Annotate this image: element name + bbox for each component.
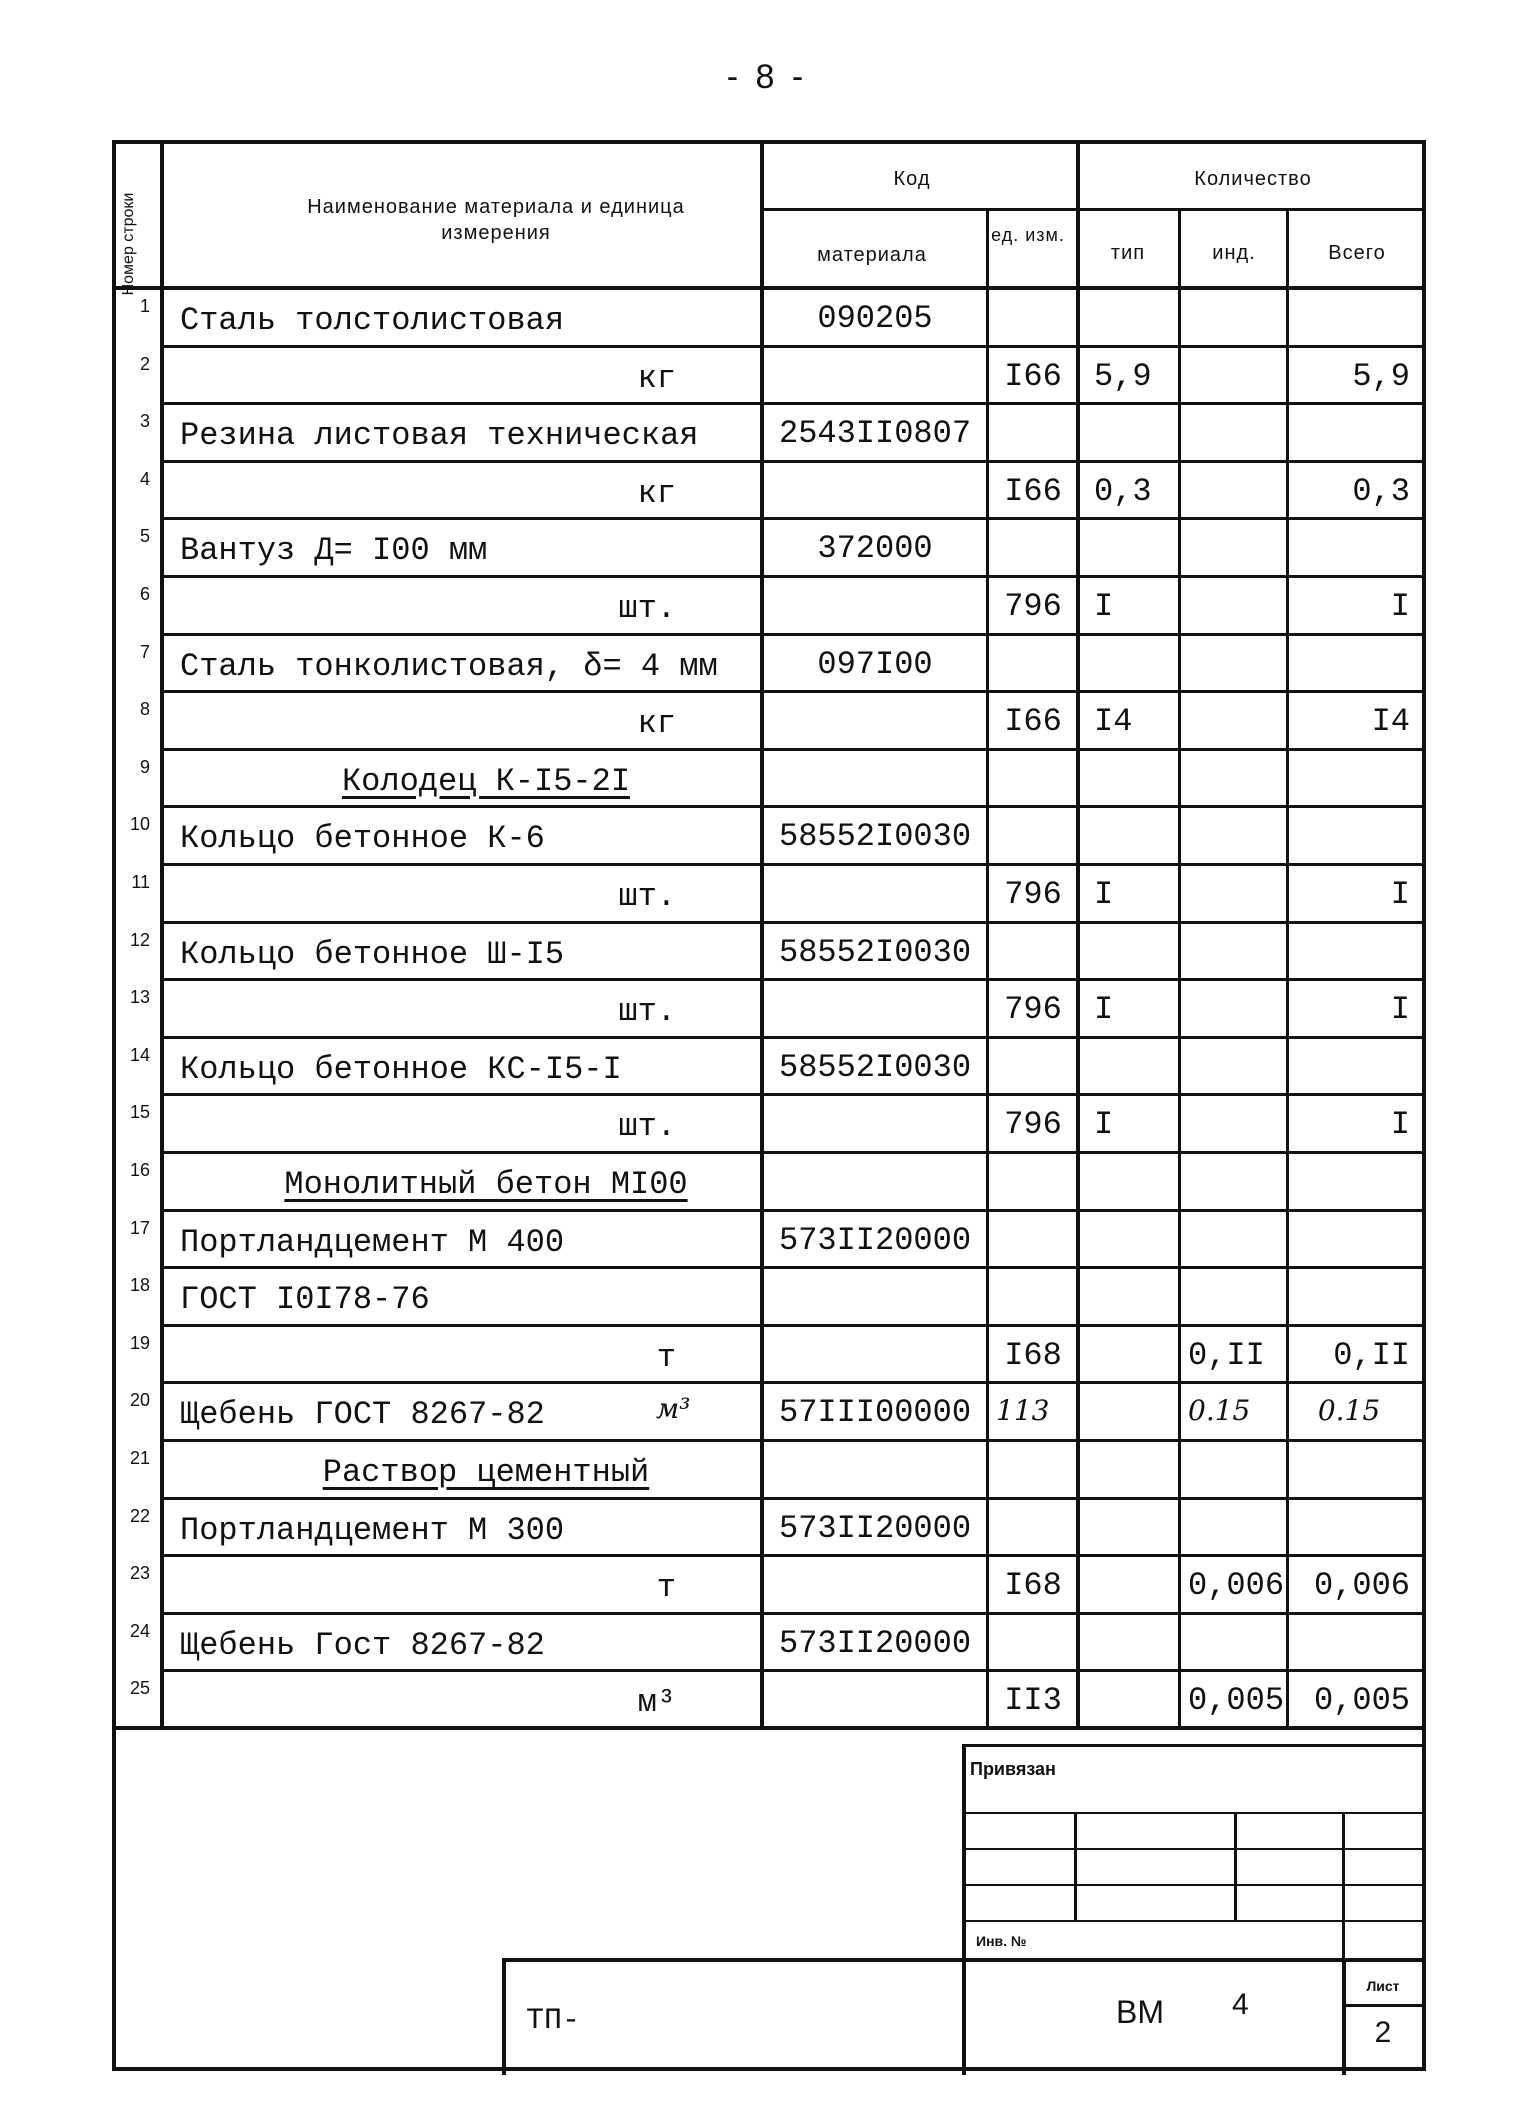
qty-ind: 0,005 [1188,1682,1285,1720]
row-line [762,1209,988,1212]
material-name: Раствор цементный [322,1454,650,1491]
row-number: 6 [139,584,150,604]
unit-code: I68 [1004,1567,1062,1605]
qty-total: 0,005 [1313,1682,1410,1720]
header-row-number: Номер строки [120,192,137,296]
qty-total: I4 [1371,703,1410,741]
row-number: 19 [129,1332,150,1353]
row-line [162,1036,762,1039]
row-line [762,690,988,693]
row-line [762,1266,988,1269]
qty-total: 0,3 [1352,472,1410,510]
row-line [162,1497,762,1500]
material-code: 58552I0030 [778,1048,972,1086]
header-qty-type: тип [1110,242,1146,264]
row-line [762,1324,988,1327]
header-qty-total: Всего [1328,242,1386,264]
qty-type: I [1094,1106,1114,1144]
row-line [988,805,1422,808]
unit-code: 796 [1004,991,1062,1029]
row-line [762,575,988,578]
qty-ind: 0,006 [1188,1567,1285,1605]
material-code: 2543II0807 [778,415,972,453]
row-line [162,1554,762,1557]
qty-ind: 0,II [1188,1336,1265,1374]
material-name: Кольцо бетонное Ш-I5 [180,935,565,973]
unit-code: 796 [1004,1106,1062,1144]
qty-type: I [1094,876,1114,913]
material-code: 372000 [817,530,933,568]
row-line [988,633,1422,636]
row-line [162,1266,762,1269]
row-number: 22 [129,1505,150,1526]
material-code: 57III00000 [778,1394,972,1432]
row-number: 4 [139,468,150,489]
row-line [988,748,1422,751]
qty-ind: 0.15 [1188,1394,1251,1428]
header-mid-line [762,208,1422,211]
material-name: т [656,1338,676,1376]
qty-total: I [1390,876,1410,913]
row-line [762,402,988,405]
row-line [162,978,762,981]
row-line [162,1669,762,1672]
qty-total: I [1390,991,1410,1029]
row-line [162,1381,762,1384]
row-line [762,748,988,751]
material-name: кг [637,705,676,743]
title-block-line [962,1920,1422,1922]
row-number: 12 [129,929,150,950]
row-line [762,517,988,520]
row-line [988,1439,1422,1442]
material-code: 573II20000 [778,1509,972,1547]
row-line [762,1612,988,1615]
row-number: 7 [139,641,150,662]
row-line [162,1324,762,1327]
header-code-unit: ед. изм. [991,225,1065,245]
qty-type: 5,9 [1094,357,1152,395]
material-name: шт. [618,993,676,1031]
unit-code: I66 [1004,472,1062,510]
row-line [162,345,762,348]
row-line [988,517,1422,520]
material-name: Монолитный бетон МI00 [284,1166,688,1203]
material-code: 573II20000 [778,1624,972,1662]
row-line [762,921,988,924]
material-name: кг [637,359,676,397]
row-line [162,690,762,693]
row-line [762,1439,988,1442]
title-block-line [962,1812,1422,1814]
row-line [162,1093,762,1096]
column-line [160,144,164,1728]
row-line [762,1093,988,1096]
inv-number-label: Инв. № [976,1933,1027,1949]
row-line [988,1669,1422,1672]
row-number: 15 [129,1102,150,1123]
row-number: 2 [139,353,150,374]
row-line [762,460,988,463]
row-number: 20 [129,1390,150,1411]
row-line [988,1554,1422,1557]
row-line [988,1381,1422,1384]
title-block-line [1074,1812,1077,1922]
material-code: 573II20000 [778,1221,972,1259]
unit-code: 113 [996,1394,1050,1428]
unit-code: I66 [1004,357,1062,395]
row-line [162,863,762,866]
row-line [988,1612,1422,1615]
material-name: Щебень ГОСТ 8267-82 [180,1396,545,1434]
material-code: 58552I0030 [778,818,972,856]
row-line [988,978,1422,981]
qty-total: 0,006 [1313,1567,1410,1605]
row-line [162,402,762,405]
header-quantity: Количество [1194,168,1312,190]
sheet-label: Лист [1366,1978,1400,1994]
row-number: 16 [129,1160,150,1180]
row-line [162,1612,762,1615]
row-line [988,1266,1422,1269]
row-line [988,345,1422,348]
row-line [762,1669,988,1672]
row-line [988,1324,1422,1327]
row-line [162,805,762,808]
column-line [1286,208,1289,1728]
qty-total: I [1390,1106,1410,1144]
qty-total: 0.15 [1317,1394,1381,1428]
row-line [162,460,762,463]
header-code: Код [893,168,931,190]
row-line [988,460,1422,463]
material-name: Портландцемент М 300 [180,1511,565,1549]
unit-code: 796 [1004,588,1062,625]
title-block-line [1342,1958,1346,2075]
qty-total: 0,II [1333,1336,1410,1374]
row-line [762,1381,988,1384]
unit-code: 796 [1004,876,1062,913]
row-line [762,345,988,348]
sheet-number: 2 [1374,2016,1392,2049]
row-line [762,978,988,981]
row-line [162,921,762,924]
qty-type: 0,3 [1094,472,1152,510]
specification-sheet [112,140,1426,2071]
qty-total: I [1390,588,1410,625]
row-line [988,690,1422,693]
mark-code: ВМ [1116,1994,1164,2030]
material-name: Вантуз Д= I00 мм [180,532,488,570]
row-number: 23 [129,1563,150,1584]
row-line [162,1439,762,1442]
row-line [988,863,1422,866]
row-line [162,517,762,520]
row-line [988,1151,1422,1154]
material-name: Сталь толстолистовая [180,302,565,339]
row-line [762,1497,988,1500]
row-number: 11 [131,872,150,892]
row-number: 25 [129,1678,150,1699]
title-block-line [1234,1812,1237,1922]
title-block-line [1342,2004,1422,2007]
row-line [762,805,988,808]
page-number: - 8 - [726,58,808,96]
material-name: Кольцо бетонное КС-I5-I [180,1050,622,1088]
material-name: Портландцемент М 400 [180,1223,565,1261]
material-code: 58552I0030 [778,933,972,971]
row-number: 10 [129,814,150,835]
header-name: Наименование материала и единица измерения [307,196,685,244]
unit-code: I66 [1004,703,1062,741]
header-code-material: материала [817,244,927,266]
title-block-line [502,1958,1422,1962]
row-line [988,575,1422,578]
title-block-line [962,1848,1422,1850]
bound-label: Привязан [970,1759,1056,1779]
material-code: 097I00 [817,645,933,683]
material-code: 090205 [817,300,933,337]
row-line [988,1093,1422,1096]
title-block-line [962,1744,966,2075]
row-number: 8 [139,699,150,720]
document-code: ТП- [526,2004,581,2038]
material-name: Щебень Гост 8267-82 [180,1626,545,1664]
row-line [988,1209,1422,1212]
material-name: м³ [637,1684,676,1722]
row-line [762,1036,988,1039]
column-line [1076,144,1080,1728]
qty-total: 5,9 [1352,357,1410,395]
row-line [162,1209,762,1212]
material-name: Резина листовая техническая [180,417,699,455]
row-line [762,1151,988,1154]
row-number: 5 [139,526,150,547]
material-name: Колодец К-I5-2I [341,762,631,800]
row-line [988,1036,1422,1039]
row-number: 14 [129,1044,150,1065]
row-number: 18 [129,1275,150,1296]
row-line [162,575,762,578]
title-block-line [1342,1812,1345,1972]
material-name: Кольцо бетонное К-6 [180,820,545,858]
material-name: Сталь тонколистовая, δ= 4 мм [180,647,718,685]
row-number: 24 [129,1620,150,1641]
material-name: ГОСТ I0I78-76 [180,1281,430,1319]
qty-type: I [1094,588,1114,625]
row-line [162,748,762,751]
row-line [988,921,1422,924]
row-number: 1 [139,296,150,316]
material-name: кг [637,474,676,512]
qty-type: I [1094,991,1114,1029]
table-bottom-line [116,1726,1422,1730]
title-block-line [502,1958,506,2075]
material-name: шт. [618,1108,676,1146]
row-number: 9 [139,756,150,777]
row-line [762,1554,988,1557]
row-number: 21 [129,1448,150,1468]
mark-number: 4 [1232,1988,1249,2021]
column-line [1178,208,1181,1728]
material-name: шт. [618,878,676,915]
material-name: т [656,1569,676,1607]
material-name: шт. [618,590,676,627]
header-qty-ind: инд. [1212,242,1256,264]
row-line [762,633,988,636]
row-line [988,402,1422,405]
row-number: 3 [139,411,150,432]
handwritten-unit: м³ [656,1392,691,1426]
row-line [762,863,988,866]
unit-code: I68 [1004,1336,1062,1374]
row-number: 17 [129,1217,150,1238]
row-line [988,1497,1422,1500]
title-block-line [962,1884,1422,1886]
qty-type: I4 [1094,703,1133,741]
unit-code: II3 [1004,1682,1062,1720]
row-line [162,633,762,636]
title-block-line [962,1744,1422,1747]
row-line [162,1151,762,1154]
header-bottom-line [116,286,1422,290]
row-number: 13 [129,987,150,1008]
